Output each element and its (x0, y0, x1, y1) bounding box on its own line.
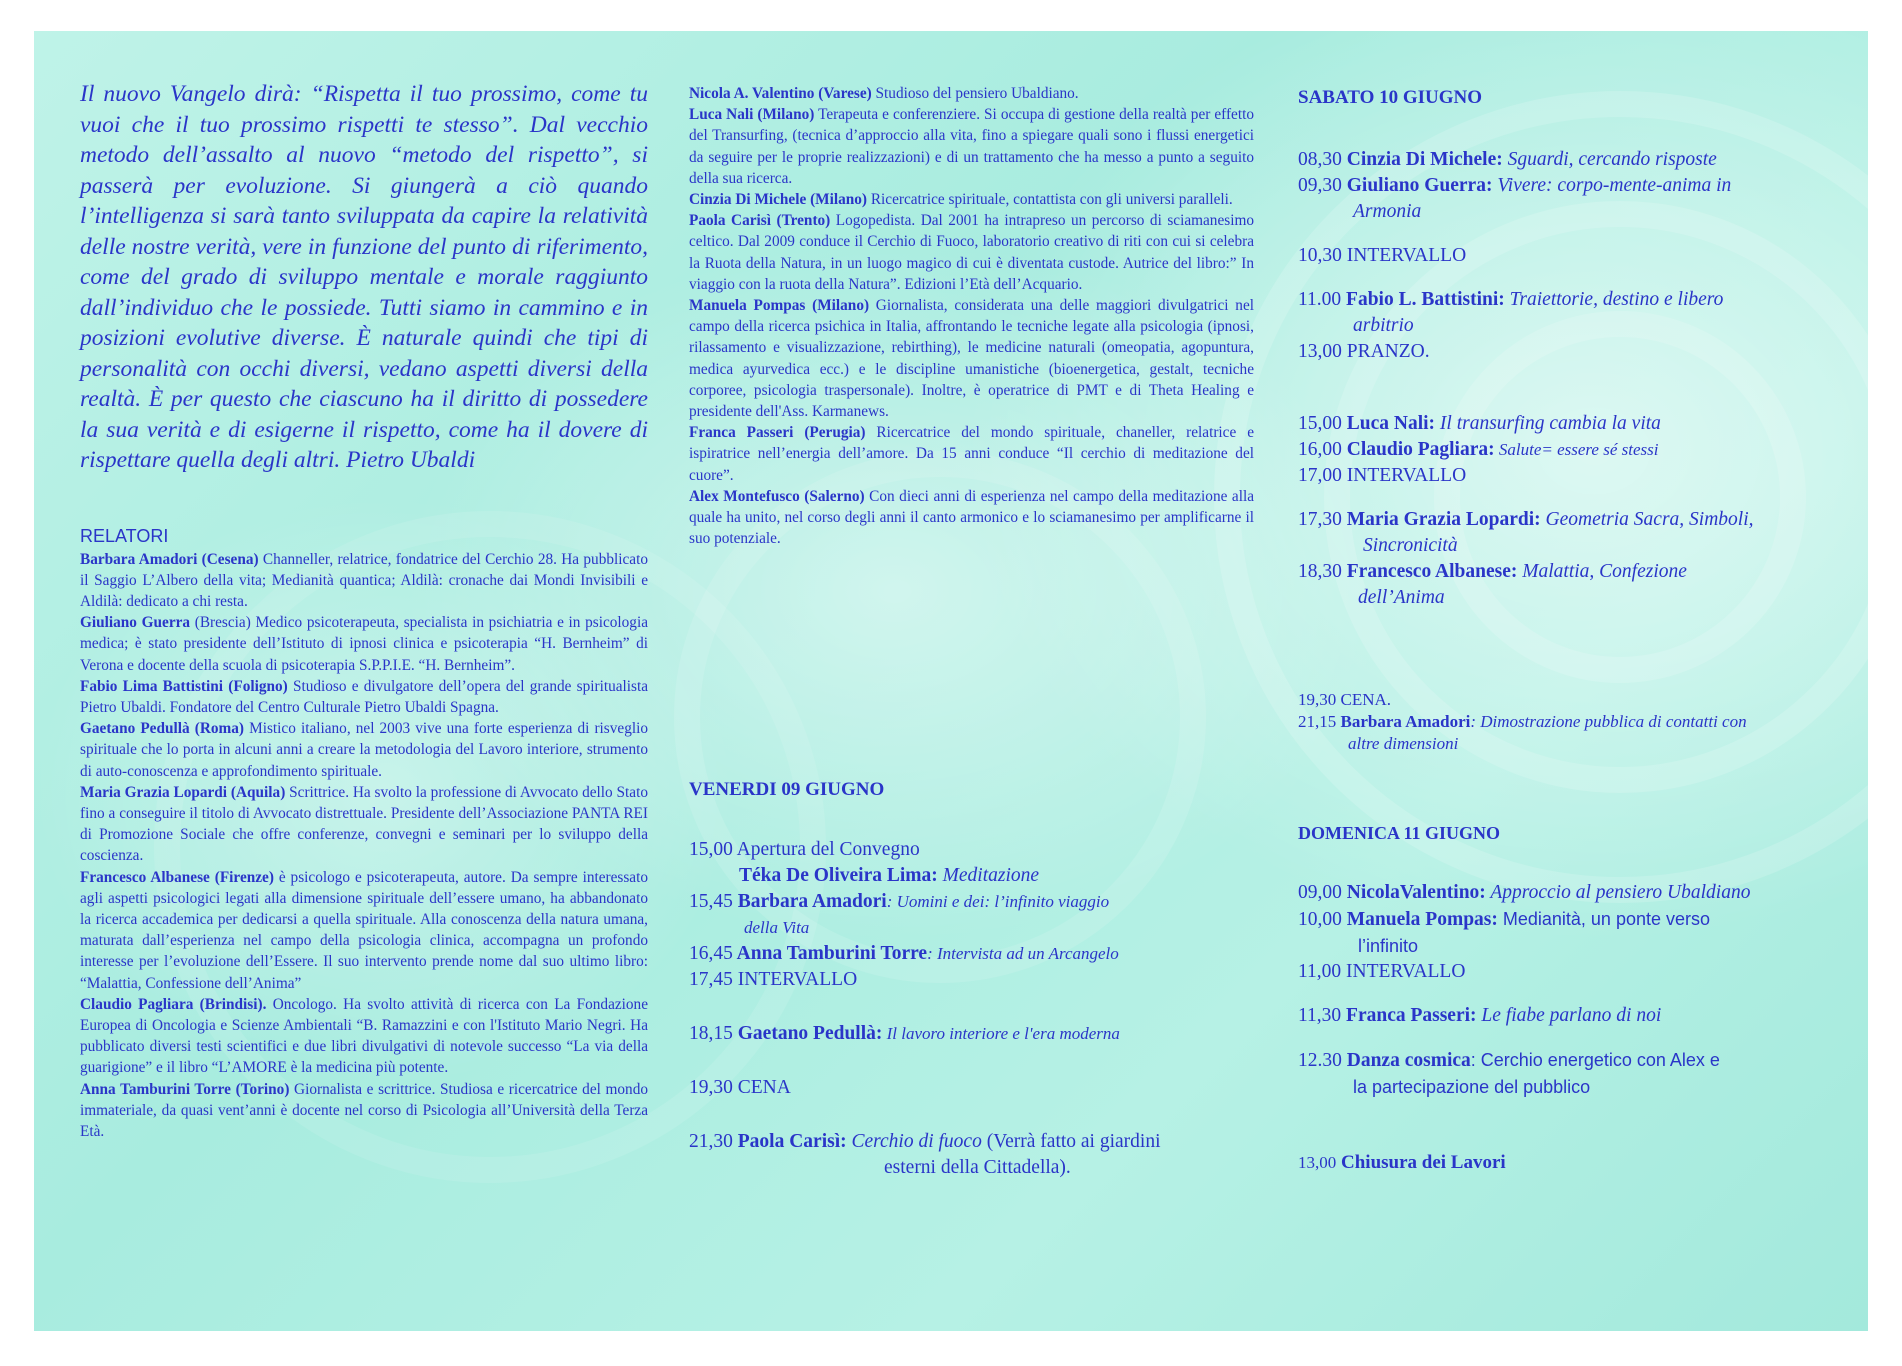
time: 10,00 (1298, 909, 1342, 930)
speaker-name: Alex Montefusco (Salerno) (689, 487, 865, 505)
brochure-sheet (34, 31, 1868, 1331)
topic: : Uomini e dei: l’infinito viaggio (886, 892, 1110, 911)
event: INTERVALLO (732, 969, 858, 990)
speaker: Anna Tamburini Torre (732, 943, 928, 964)
schedule-entry-cont (1298, 933, 1868, 959)
ubaldi-quote: Il nuovo Vangelo dirà: “Rispetta il tuo prossimo, come tu vuoi che il tuo prossimo rispetti te stesso”. Dal vecchio metodo dell’assalto al nuovo “metodo del rispetto”, si passerà per evoluzione. Si giungerà a ciò quando l’intelligenza si sarà tanto sviluppata da capire la relatività delle nostre verità, vere in funzione del punto di riferimento, come del grado di sviluppo mentale e morale raggiunto dall’individuo che le possiede. Tutti siamo in cammino e in posizioni evolutive diverse. È naturale quindi che tipi di personalità con occhi diversi, vedano aspetti diversi della realtà. È per questo che ciascuno ha il diritto di possedere la sua verità e di esigerne il rispetto, come ha il dovere di rispettare quella degli altri. Pietro Ubaldi (80, 81, 648, 473)
schedule-entry (689, 1021, 1254, 1047)
topic: Medianità, un ponte verso (1497, 909, 1711, 929)
speaker-bio: (Brescia) Medico psicoterapeuta, specialista in psichiatria e in psicologia medica; è stato presidente dell’Istituto di ipnosi clinica e psicoterapia “H. Bernheim” di Verona e docente della scuola di psicoterapia S.P.P.I.E. “H. Bernheim”. (80, 614, 648, 674)
time: 15,00 (689, 839, 733, 860)
speaker: Franca Passeri: (1341, 1005, 1477, 1026)
topic: Malattia, Confezione (1517, 561, 1687, 582)
time: 18,30 (1298, 561, 1342, 582)
venerdi-schedule (689, 779, 1254, 1181)
speaker-bio: Studioso e divulgatore dell’opera del grande spiritualista Pietro Ubaldi. Fondatore del Centro Culturale Pietro Ubaldi Spagna. (80, 677, 649, 716)
speaker-bio: Studioso del pensiero Ubaldiano. (871, 85, 1079, 102)
time: 08,30 (1298, 149, 1342, 170)
speaker-bio: Con dieci anni di esperienza nel campo della meditazione alla quale ha unito, nel corso degli anni il canto armonico e lo sciamanesimo per amplificarne il suo potenziale. (689, 487, 1254, 548)
topic: arbitrio (1353, 315, 1414, 336)
schedule-entry-cont (1298, 313, 1868, 339)
speaker-name: Claudio Pagliara (Brindisi). (80, 995, 267, 1013)
schedule-entry-cont (1298, 533, 1868, 559)
speaker-name: Cinzia Di Michele (Milano) (689, 191, 868, 209)
time: 11.00 (1298, 289, 1342, 310)
schedule-entry (1298, 507, 1868, 533)
speaker-name: Maria Grazia Lopardi (Aquila) (80, 783, 286, 801)
day-heading: VENERDI 09 GIUGNO (689, 779, 885, 800)
schedule-entry-cont (689, 1155, 1254, 1181)
time: 17,30 (1298, 509, 1342, 530)
speaker: Luca Nali: (1341, 413, 1436, 434)
time: 18,15 (689, 1023, 733, 1044)
speaker-name: Paola Carisì (Trento) (689, 212, 831, 230)
time: 11,30 (1298, 1005, 1342, 1026)
speaker: Danza cosmica (1341, 1050, 1471, 1071)
speaker-bio: Mistico italiano, nel 2003 vive una forte esperienza di risveglio spirituale che lo porta in alcuni anni a creare la metodologia del Lavoro interiore, strumento di auto-conoscenza e approfondimento spirituale. (80, 720, 648, 780)
speaker-bio: Channeller, relatrice, fondatrice del Cerchio 28. Ha pubblicato il Saggio L’Albero della vita; Medianità quantica; Aldilà: cronache dai Mondi Invisibili e Aldilà: dedicato a chi resta. (80, 550, 648, 610)
speaker: Cinzia Di Michele: (1341, 149, 1503, 170)
time: 16,00 (1298, 439, 1342, 460)
time: 15,45 (689, 891, 733, 912)
time: 19,30 (689, 1077, 733, 1098)
topic: Approccio al pensiero Ubaldiano (1485, 882, 1751, 903)
event: INTERVALLO (1341, 245, 1467, 266)
schedule-entry (1298, 287, 1868, 313)
right-column (1298, 31, 1868, 1176)
speaker: NicolaValentino: (1341, 882, 1486, 903)
speaker: Manuela Pompas: (1341, 909, 1498, 930)
topic: altre dimensioni (1348, 734, 1459, 753)
schedule-entry (689, 837, 1254, 863)
speaker-bio: Giornalista, considerata una delle maggiori divulgatrici nel campo della ricerca psichica in Italia, affrontando le tecniche legate alla psicologia (ipnosi, rilassamento e visualizzazione, rebirthing), le medicine naturali (omeopatia, agopuntura, medica ayurvedica ecc.) e le discipline umanistiche (bioenergetica, gestalt, tecniche corporee, psicologia traspersonale). Inoltre, è operatrice di PMT e di Theta Healing e presidente dell'Ass. Karmanews. (689, 297, 1254, 421)
schedule-list (689, 837, 1254, 1181)
topic: Sguardi, cercando risposte (1502, 149, 1717, 170)
topic: Traiettorie, destino e libero (1504, 289, 1724, 310)
speaker: Claudio Pagliara: (1341, 439, 1495, 460)
schedule-entry (689, 941, 1254, 967)
schedule-entry (1298, 437, 1868, 463)
time: 09,00 (1298, 882, 1342, 903)
topic: la partecipazione del pubblico (1353, 1077, 1591, 1097)
schedule-entry (1298, 906, 1868, 933)
schedule-entry (1298, 1003, 1868, 1029)
speaker: Francesco Albanese: (1341, 561, 1518, 582)
time: 21,15 (1298, 712, 1337, 731)
day-heading: DOMENICA 11 GIUGNO (1298, 823, 1501, 843)
schedule-entry (689, 889, 1254, 915)
topic: Il lavoro interiore e l'era moderna (882, 1024, 1120, 1043)
topic: della Vita (744, 918, 810, 937)
speaker-bio: Scrittrice. Ha svolto la professione di Avvocato dello Stato fino a conseguire il titolo di Avvocato distrettuale. Presidente dell’Associazione PANTA REI di Promozione Sociale che offre conferenze, convegni e seminari per lo sviluppo della coscienza. (80, 783, 648, 865)
speaker-name: Barbara Amadori (Cesena) (80, 550, 259, 568)
domenica-schedule (1298, 880, 1868, 1176)
time: 17,45 (689, 969, 733, 990)
schedule-entry (1298, 339, 1868, 365)
speaker: Paola Carisì: (732, 1131, 847, 1152)
speaker-name: Gaetano Pedullà (Roma) (80, 720, 245, 738)
speaker-name: Nicola A. Valentino (Varese) (689, 85, 872, 102)
schedule-entry (1298, 689, 1868, 711)
note: esterni della Cittadella). (884, 1157, 1071, 1178)
left-column (80, 31, 648, 1142)
speaker: Téka De Oliveira Lima: (739, 865, 938, 886)
schedule-entry (689, 1075, 1254, 1101)
middle-column (689, 31, 1254, 1178)
schedule-entry (1298, 411, 1868, 437)
time: 13,00 (1298, 341, 1342, 362)
speaker: Barbara Amadori (1336, 712, 1471, 731)
schedule-entry-cont (1298, 1074, 1868, 1100)
schedule-entry (1298, 559, 1868, 585)
topic: Sincronicità (1363, 535, 1458, 556)
schedule-entry (689, 863, 1254, 889)
topic: l’infinito (1358, 936, 1419, 956)
topic: Cerchio di fuoco (846, 1131, 982, 1152)
schedule-entry (689, 1129, 1254, 1155)
time: 19,30 (1298, 690, 1337, 709)
schedule-entry-cont (1298, 585, 1868, 611)
time: 09,30 (1298, 175, 1342, 196)
day-heading: SABATO 10 GIUGNO (1298, 87, 1483, 108)
speaker-bio: Ricercatrice del mondo spirituale, chaneller, relatrice e ispiratrice nell’energia dell’amore. Da 15 anni conduce “Il cerchio di meditazione del cuore”. (689, 424, 1254, 484)
time: 13,00 (1298, 1153, 1337, 1172)
speaker-name: Luca Nali (Milano) (689, 106, 815, 124)
topic: Vivere: corpo-mente-anima in (1492, 175, 1732, 196)
speaker: Giuliano Guerra: (1341, 175, 1493, 196)
topic: Geometria Sacra, Simboli, (1540, 509, 1754, 530)
speaker: Fabio L. Battistini: (1341, 289, 1505, 310)
event: INTERVALLO (1341, 465, 1467, 486)
speaker-bio: Giornalista e scrittrice. Studiosa e ricercatrice del mondo immateriale, da quasi vent’anni è docente nel corso di Psicologia all’Università della Terza Età. (80, 1080, 648, 1140)
speaker-bio: Ricercatrice spirituale, contattista con gli universi paralleli. (867, 191, 1233, 209)
time: 16,45 (689, 943, 733, 964)
event: INTERVALLO (1341, 961, 1466, 982)
speaker: Barbara Amadori (732, 891, 887, 912)
speakers-list-continued (689, 83, 1254, 549)
schedule-entry (1298, 1047, 1868, 1074)
speaker-bio: è psicologo e psicoterapeuta, autore. Da sempre interessato agli aspetti psicologici legati alla dimensione spirituale dell’essere umano, ha abbandonato la ricerca accademica per dedicarsi a quella spirituale. Alla conoscenza della natura umana, maturata dall’esperienza nel campo della psicologia clinica, accompagna un profondo interesse per l’evoluzione dell’Essere. Il suo intervento prende nome dal suo ultimo libro: “Malattia, Confessione dell’Anima” (80, 868, 648, 992)
time: 12.30 (1298, 1050, 1342, 1071)
time: 21,30 (689, 1131, 733, 1152)
time: 11,00 (1298, 961, 1342, 982)
schedule-entry (1298, 959, 1868, 985)
topic: : Intervista ad un Arcangelo (927, 944, 1119, 963)
topic: Meditazione (937, 865, 1040, 886)
topic: Armonia (1353, 201, 1422, 222)
schedule-entry-cont (1298, 199, 1868, 225)
speaker: Gaetano Pedullà: (732, 1023, 883, 1044)
speaker-name: Anna Tamburini Torre (Torino) (80, 1080, 290, 1098)
topic: Il transurfing cambia la vita (1435, 413, 1661, 434)
speaker-bio: Logopedista. Dal 2001 ha intrapreso un percorso di sciamanesimo celtico. Dal 2009 conduce il Cerchio di Fuoco, laboratorio creativo di riti con cui si celebra la Ruota della Natura, in un luogo magico di cui è diventata custode. Autrice del libro:” In viaggio con la ruota della Natura”. Edizioni l’Età dell’Acquario. (689, 212, 1254, 293)
speaker-bio: Oncologo. Ha svolto attività di ricerca con La Fondazione Europea di Oncologia e Scienze Ambientali “B. Ramazzini e con l'Istituto Mario Negri. Ha pubblicato diversi testi scientifici e due libri divulgativi di notevole successo “La via della guarigione” e il libro “L’AMORE è la medicina più potente. (80, 995, 648, 1077)
event: CENA (732, 1077, 791, 1098)
time: 17,00 (1298, 465, 1342, 486)
topic: : Dimostrazione pubblica di contatti con (1470, 712, 1747, 731)
speaker-name: Manuela Pompas (Milano) (689, 297, 870, 315)
schedule-entry (1298, 147, 1868, 173)
event: Chiusura dei Lavori (1336, 1152, 1506, 1173)
schedule-entry-cont (689, 915, 1254, 941)
relatori-heading: RELATORI (80, 525, 169, 546)
speakers-list (80, 549, 648, 1143)
schedule-entry (1298, 880, 1868, 906)
speaker-bio: Terapeuta e conferenziere. Si occupa di gestione della realtà per effetto del Transurfing, (tecnica d’approccio alla vita, fino a spiegare quali sono i flussi energetici da seguire per le proprie realizzazioni) e di un trattamento che ha messo a punto a seguito della sua ricerca. (689, 106, 1254, 187)
schedule-entry (689, 967, 1254, 993)
topic: : Cerchio energetico con Alex e (1470, 1050, 1720, 1070)
speaker: Maria Grazia Lopardi: (1341, 509, 1541, 530)
event: CENA. (1336, 690, 1392, 709)
time: 10,30 (1298, 245, 1342, 266)
event: PRANZO. (1341, 341, 1430, 362)
note: (Verrà fatto ai giardini (981, 1131, 1161, 1152)
speaker-name: Fabio Lima Battistini (Foligno) (80, 677, 288, 695)
schedule-entry (1298, 711, 1868, 733)
schedule-entry (1298, 243, 1868, 269)
schedule-entry (1298, 173, 1868, 199)
schedule-entry-cont (1298, 733, 1868, 755)
event: Apertura del Convegno (732, 839, 920, 860)
topic: Salute= essere sé stessi (1494, 440, 1659, 459)
sabato-schedule (1298, 147, 1868, 755)
speaker-name: Francesco Albanese (Firenze) (80, 868, 274, 886)
speaker-name: Franca Passeri (Perugia) (689, 424, 866, 442)
speaker-name: Giuliano Guerra (80, 614, 191, 632)
topic: dell’Anima (1358, 587, 1445, 608)
schedule-entry (1298, 1150, 1868, 1176)
time: 15,00 (1298, 413, 1342, 434)
schedule-entry (1298, 463, 1868, 489)
topic: Le fiabe parlano di noi (1476, 1005, 1662, 1026)
